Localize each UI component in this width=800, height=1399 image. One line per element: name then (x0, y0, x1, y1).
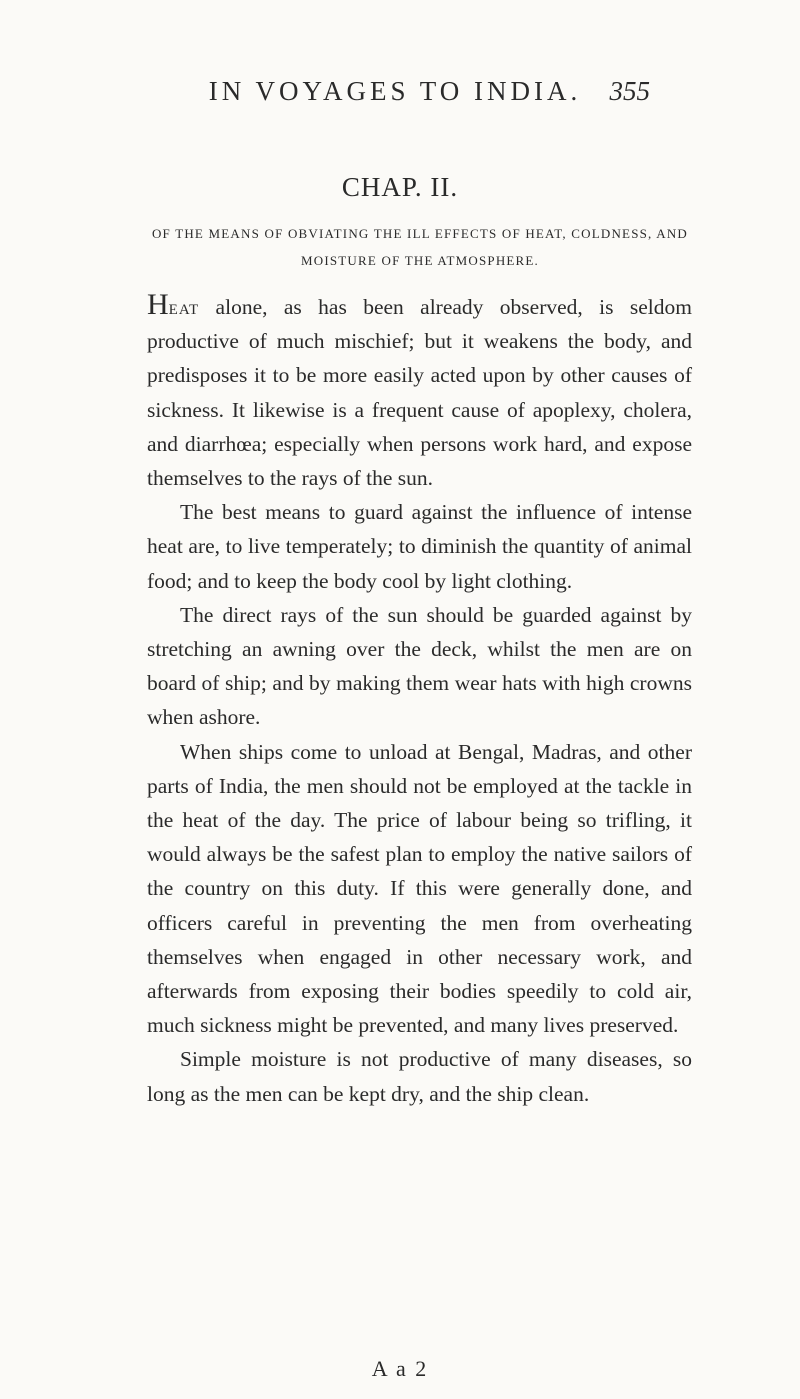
paragraph-text: alone, as has been already observed, is seldom productive of much mischief; but it weakens the body, and predisposes it to be more easily acted upon by other causes of sickness. It likewise is a frequent cause of apoplexy, cholera, and diarrhœa; especially when persons work hard, and expose themselves to the rays of the sun. (147, 295, 692, 491)
paragraph (147, 288, 692, 495)
paragraph: The direct rays of the sun should be guarded against by stretching an awning over the deck, whilst the men are on board of ship; and by making them wear hats with high crowns when ashore. (147, 602, 692, 730)
running-title: IN VOYAGES TO INDIA. (208, 76, 582, 106)
chapter-heading: CHAP. II. (341, 172, 459, 202)
small-caps-word: eat (168, 295, 200, 319)
chapter-subtitle: OF THE MEANS OF OBVIATING THE ILL EFFECTS OF HEAT, COLDNESS, AND MOISTURE OF THE ATMOSPHERE. (151, 226, 689, 268)
paragraph: When ships come to unload at Bengal, Madras, and other parts of India, the men should not be employed at the tackle in the heat of the day. The price of labour being so trifling, it would always be the safest plan to employ the native sailors of the country on this duty. If this were generally done, and officers careful in preventing the men from overheating themselves when engaged in other necessary work, and afterwards from exposing their bodies speedily to cold air, much sickness might be prevented, and many lives preserved. (147, 739, 692, 1038)
paragraph: The best means to guard against the influence of intense heat are, to live temperately; to diminish the quantity of animal food; and to keep the body cool by light clothing. (147, 500, 692, 593)
initial-capital: H (147, 288, 169, 321)
running-head (140, 76, 650, 116)
page-number: 355 (609, 76, 650, 106)
signature-mark: A a 2 (371, 1356, 429, 1381)
paragraph: Simple moisture is not productive of many diseases, so long as the men can be kept dry, and the ship clean. (147, 1047, 692, 1106)
body-text (147, 288, 692, 1111)
